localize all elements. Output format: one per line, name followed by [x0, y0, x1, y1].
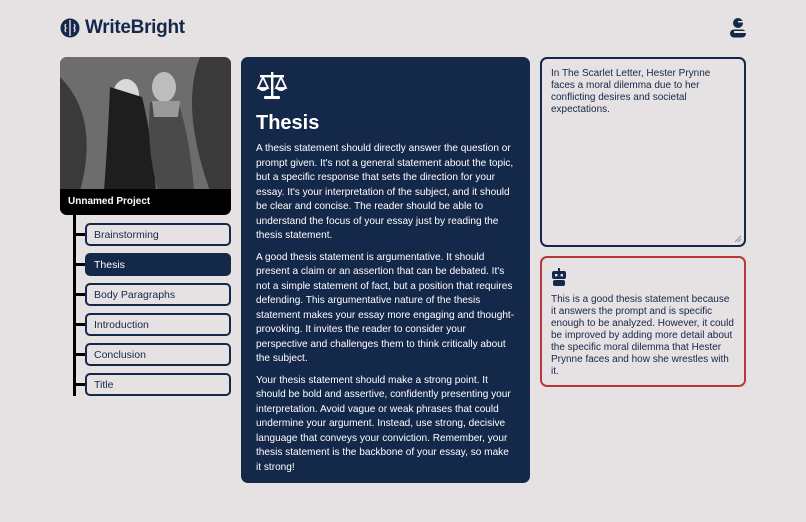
tree-connector [73, 383, 85, 386]
tree-connector [73, 263, 85, 266]
tree-connector [73, 233, 85, 236]
step-introduction[interactable] [73, 313, 231, 336]
step-label[interactable]: Title [85, 373, 231, 396]
step-label[interactable]: Thesis [85, 253, 231, 276]
thesis-guide-panel [241, 57, 530, 483]
thesis-paragraph: Your thesis statement should make a strong point. It should be bold and assertive, confidently presenting your interpretation. Avoid vague or weak phrases that could undermine your argument. Instead, use strong, decisive language that conveys your conviction. Remember, your thesis statement is the backbone of your essay, so make it strong! [256, 374, 511, 473]
project-image [60, 57, 231, 191]
thesis-paragraph: A thesis statement should directly answer the question or prompt given. It's not a general statement about the topic, but a specific response that sets the direction for your essay. It's your interpretation of the subject, and it should be clear and concise. The reader should be able to understand the focus of your essay just by reading the thesis statement. [256, 143, 514, 241]
resize-handle-icon[interactable] [734, 235, 742, 243]
robot-icon [551, 268, 567, 286]
thesis-input-text[interactable]: In The Scarlet Letter, Hester Prynne faces a moral dilemma due to her conflicting desires and societal expectations. [551, 68, 711, 115]
tree-connector [73, 323, 85, 326]
header [60, 17, 185, 39]
scale-icon [256, 70, 288, 100]
feedback-text: This is a good thesis statement because it answers the prompt and is specific enough to be analyzed. However, it could be improved by adding more detail about the specific moral dilemma that Hester Prynne faces and how she wrestles with it. [551, 294, 734, 377]
step-brainstorming[interactable] [73, 223, 231, 246]
thesis-heading: Thesis [256, 112, 320, 134]
brain-logo-icon [60, 18, 80, 38]
step-label[interactable]: Body Paragraphs [85, 283, 231, 306]
step-thesis[interactable] [73, 253, 231, 276]
user-icon[interactable] [728, 17, 748, 39]
thesis-input[interactable] [540, 57, 746, 247]
project-card[interactable] [60, 57, 231, 215]
project-name: Unnamed Project [60, 189, 231, 215]
tree-connector [73, 293, 85, 296]
thesis-paragraph: A good thesis statement is argumentative. It should present a claim or an assertion that can be debated. It's not a simple statement of fact, but a position that requires defending. This argumentative nature of the thesis statement makes your essay more engaging and thought-provoking. It invites the reader to consider your perspective and challenges them to think critically about the subject. [256, 251, 515, 364]
tree-connector [73, 353, 85, 356]
step-label[interactable]: Brainstorming [85, 223, 231, 246]
brand-name[interactable]: WriteBright [85, 17, 185, 38]
step-title[interactable] [73, 373, 231, 396]
step-label[interactable]: Conclusion [85, 343, 231, 366]
step-label[interactable]: Introduction [85, 313, 231, 336]
step-conclusion[interactable] [73, 343, 231, 366]
feedback-card [540, 256, 746, 387]
step-body-paragraphs[interactable] [73, 283, 231, 306]
